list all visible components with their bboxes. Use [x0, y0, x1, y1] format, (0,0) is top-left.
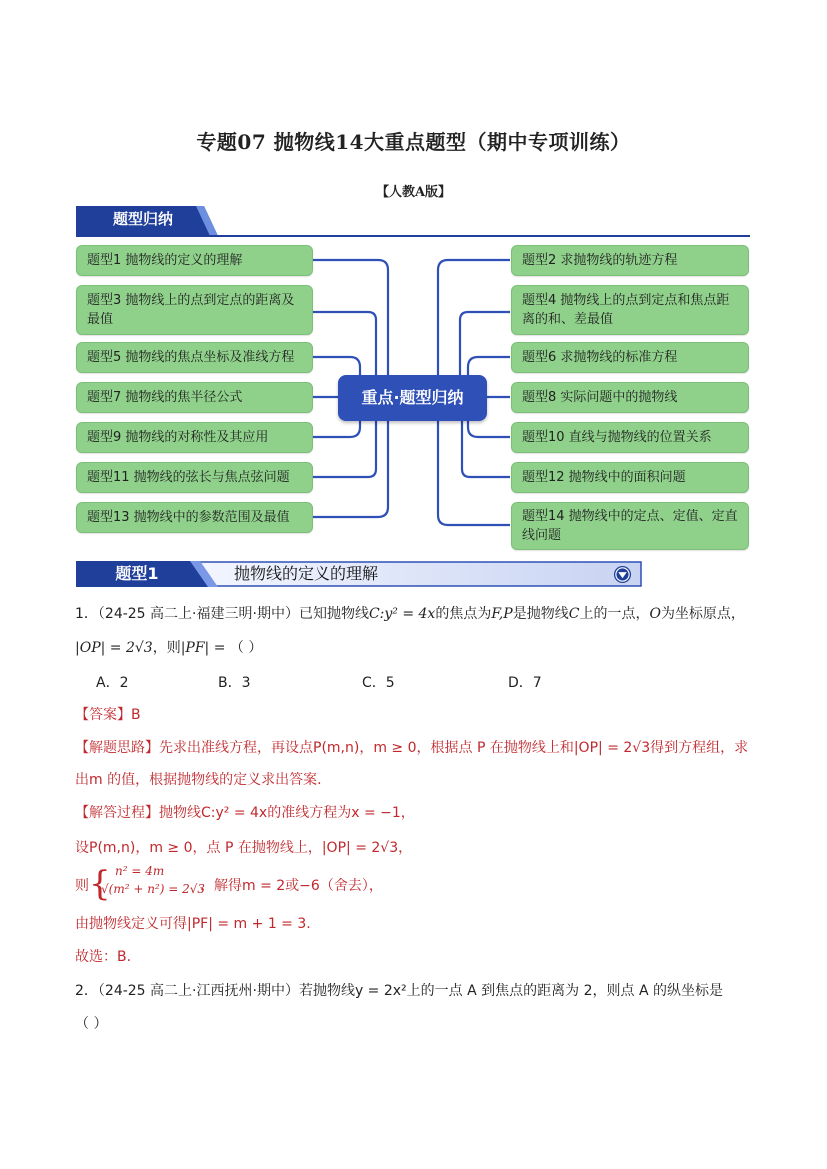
- q2-stem-line2: （ ）: [75, 1016, 108, 1032]
- mindmap-topic-6: 题型6 求抛物线的标准方程: [511, 342, 749, 373]
- brace-glyph: {: [89, 864, 111, 904]
- document-title: 专题07 抛物线14大重点题型（期中专项训练）: [196, 130, 631, 154]
- chevron-down-circle-icon[interactable]: [613, 565, 632, 584]
- mindmap-topic-3: 题型3 抛物线上的点到定点的距离及最值: [76, 285, 313, 335]
- section-title: 抛物线的定义的理解: [234, 564, 379, 583]
- mindmap-topic-7: 题型7 抛物线的焦半径公式: [76, 382, 313, 413]
- q1-stem-line1: 1．（24-25 高二上·福建三明·期中）已知抛物线C:y² = 4x的焦点为F,P是抛物线C上的一点，O为坐标原点，: [75, 606, 745, 622]
- q1-process-line2: 设P(m,n)，m ≥ 0，点 P 在抛物线上，|OP| = 2√3，: [75, 840, 413, 856]
- q1-idea-line1: 【解题思路】先求出准线方程，再设点P(m,n)，m ≥ 0，根据点 P 在抛物线上和|OP| = 2√3得到方程组，求: [75, 740, 749, 756]
- mindmap-topic-8: 题型8 实际问题中的抛物线: [511, 382, 749, 413]
- mindmap-topic-11: 题型11 抛物线的弦长与焦点弦问题: [76, 462, 313, 493]
- q1-option-c: C．5: [362, 675, 395, 691]
- mindmap-topic-14: 题型14 抛物线中的定点、定值、定直线问题: [511, 502, 749, 550]
- q2-stem-line1: 2．（24-25 高二上·江西抚州·期中）若抛物线y = 2x²上的一点 A 到焦点的距离为 2，则点 A 的纵坐标是: [75, 983, 723, 999]
- mindmap-topic-5: 题型5 抛物线的焦点坐标及准线方程: [76, 342, 313, 373]
- q1-process-line1: 【解答过程】抛物线C:y² = 4x的准线方程为x = −1，: [75, 805, 415, 821]
- q1-option-a: A．2: [96, 675, 129, 691]
- q1-process-line4: 由抛物线定义可得|PF| = m + 1 = 3.: [75, 916, 311, 932]
- q1-option-d: D．7: [508, 675, 542, 691]
- q1-conclusion: 故选：B.: [75, 949, 132, 965]
- mindmap-topic-2: 题型2 求抛物线的轨迹方程: [511, 245, 749, 276]
- mindmap-center: 重点·题型归纳: [338, 375, 487, 421]
- mindmap-topic-9: 题型9 抛物线的对称性及其应用: [76, 422, 313, 453]
- mindmap-topic-12: 题型12 抛物线中的面积问题: [511, 462, 749, 493]
- section-number: 题型1: [115, 564, 159, 583]
- q1-stem-line2: |OP| = 2√3，则|PF| = （ ）: [75, 640, 263, 656]
- mindmap-topic-10: 题型10 直线与抛物线的位置关系: [511, 422, 749, 453]
- mindmap-topic-13: 题型13 抛物线中的参数范围及最值: [76, 502, 313, 533]
- banner-label: 题型归纳: [112, 210, 173, 228]
- q1-option-b: B．3: [218, 675, 251, 691]
- q1-answer: 【答案】B: [75, 707, 141, 723]
- edition-label: 【人教A版】: [375, 185, 452, 200]
- q1-idea-line2: 出m 的值，根据抛物线的定义求出答案.: [75, 772, 322, 788]
- mindmap-topic-1: 题型1 抛物线的定义的理解: [76, 245, 313, 276]
- mindmap-topic-4: 题型4 抛物线上的点到定点和焦点距离的和、差最值: [511, 285, 749, 335]
